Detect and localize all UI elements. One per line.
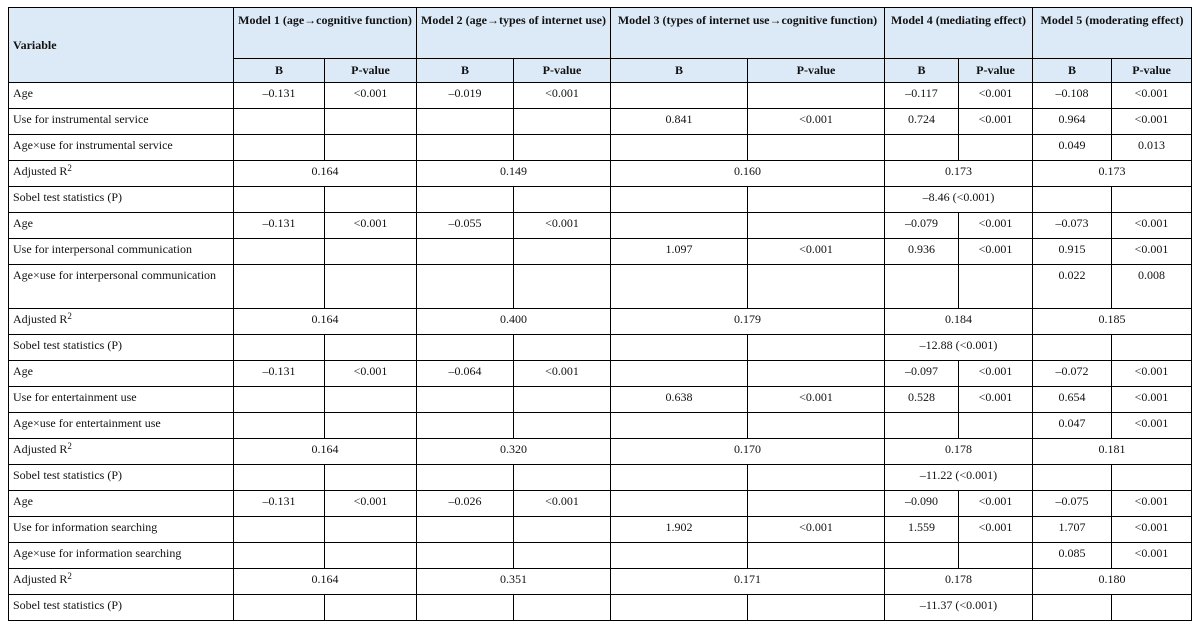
row-label (9, 161, 234, 187)
superscript-2: 2 (67, 571, 72, 581)
row-label: Sobel test statistics (P) (9, 187, 234, 213)
b-value-cell (885, 413, 959, 439)
adjusted-r2-cell: 0.149 (417, 161, 611, 187)
model-5-header: Model 5 (moderating effect) (1033, 8, 1192, 59)
p-value-cell: <0.001 (325, 83, 417, 109)
p-value-cell: <0.001 (748, 517, 885, 543)
p-value-cell (748, 213, 885, 239)
p-value-cell (748, 543, 885, 569)
p-value-cell: <0.001 (1112, 491, 1192, 517)
p-value-cell: <0.001 (959, 213, 1033, 239)
p-value-cell (325, 135, 417, 161)
b-value-cell: –0.108 (1033, 83, 1112, 109)
p-value-cell: <0.001 (1112, 239, 1192, 265)
p-value-cell: <0.001 (959, 239, 1033, 265)
b-header: B (611, 59, 748, 83)
b-value-cell (417, 239, 514, 265)
empty-cell (611, 595, 748, 621)
superscript-2: 2 (67, 441, 72, 451)
p-value-cell: <0.001 (514, 83, 611, 109)
age-row (9, 491, 1192, 517)
empty-cell (417, 595, 514, 621)
row-label: Use for instrumental service (9, 109, 234, 135)
adjusted-r2-cell: 0.179 (611, 309, 885, 335)
b-header: B (417, 59, 514, 83)
adjusted-r2-cell: 0.164 (234, 439, 417, 465)
adjusted-r2-cell: 0.184 (885, 309, 1033, 335)
adjusted-r2-cell: 0.164 (234, 161, 417, 187)
b-value-cell: 0.964 (1033, 109, 1112, 135)
empty-cell (1112, 465, 1192, 491)
p-value-cell (325, 413, 417, 439)
b-value-cell: –0.072 (1033, 361, 1112, 387)
b-value-cell (234, 413, 325, 439)
b-value-cell: 1.707 (1033, 517, 1112, 543)
p-value-cell: <0.001 (325, 361, 417, 387)
adjusted-r2-row (9, 569, 1192, 595)
p-value-cell (325, 543, 417, 569)
p-value-cell: <0.001 (959, 83, 1033, 109)
p-value-cell (325, 387, 417, 413)
b-value-cell (417, 413, 514, 439)
empty-cell (748, 465, 885, 491)
p-value-cell (959, 265, 1033, 309)
empty-cell (1033, 335, 1112, 361)
p-value-cell: <0.001 (1112, 387, 1192, 413)
empty-cell (748, 595, 885, 621)
sobel-row (9, 187, 1192, 213)
b-value-cell (611, 135, 748, 161)
interaction-row (9, 265, 1192, 309)
p-value-cell: 0.013 (1112, 135, 1192, 161)
model-4-header: Model 4 (mediating effect) (885, 8, 1033, 59)
empty-cell (1033, 595, 1112, 621)
b-value-cell: 0.528 (885, 387, 959, 413)
b-value-cell: –0.117 (885, 83, 959, 109)
empty-cell (1112, 335, 1192, 361)
b-value-cell: 1.902 (611, 517, 748, 543)
p-value-cell: <0.001 (1112, 213, 1192, 239)
adjusted-r2-cell: 0.173 (885, 161, 1033, 187)
empty-cell (234, 335, 325, 361)
p-value-header: P-value (748, 59, 885, 83)
use-row (9, 517, 1192, 543)
b-value-cell (611, 265, 748, 309)
p-value-cell: <0.001 (1112, 361, 1192, 387)
p-value-cell (748, 83, 885, 109)
b-value-cell (417, 265, 514, 309)
b-value-cell: 0.049 (1033, 135, 1112, 161)
empty-cell (514, 335, 611, 361)
p-value-cell (748, 361, 885, 387)
superscript-2: 2 (67, 311, 72, 321)
p-value-cell (325, 239, 417, 265)
p-value-cell (514, 517, 611, 543)
p-value-cell (959, 135, 1033, 161)
age-row (9, 213, 1192, 239)
p-value-cell (748, 265, 885, 309)
table-body (9, 83, 1192, 621)
sobel-row (9, 595, 1192, 621)
p-value-cell: <0.001 (514, 361, 611, 387)
empty-cell (748, 187, 885, 213)
p-value-cell: <0.001 (325, 491, 417, 517)
p-value-cell: <0.001 (1112, 83, 1192, 109)
b-value-cell: 0.654 (1033, 387, 1112, 413)
model-2-header: Model 2 (age→types of internet use) (417, 8, 611, 59)
empty-cell (417, 187, 514, 213)
interaction-row (9, 135, 1192, 161)
p-value-cell: <0.001 (1112, 543, 1192, 569)
p-value-cell: <0.001 (748, 387, 885, 413)
model-3-header: Model 3 (types of internet use→cognitive function) (611, 8, 885, 59)
b-value-cell: –0.131 (234, 491, 325, 517)
adjusted-r2-row (9, 309, 1192, 335)
p-value-cell: <0.001 (959, 361, 1033, 387)
empty-cell (234, 595, 325, 621)
row-label: Use for interpersonal communication (9, 239, 234, 265)
p-value-header: P-value (325, 59, 417, 83)
p-value-cell (959, 413, 1033, 439)
adjusted-r2-cell: 0.320 (417, 439, 611, 465)
b-value-cell: –0.131 (234, 361, 325, 387)
superscript-2: 2 (67, 163, 72, 173)
b-value-cell (417, 517, 514, 543)
regression-table (8, 7, 1192, 621)
adjusted-r2-cell: 0.185 (1033, 309, 1192, 335)
row-label (9, 309, 234, 335)
empty-cell (234, 187, 325, 213)
b-value-cell (885, 265, 959, 309)
empty-cell (325, 465, 417, 491)
p-value-cell (514, 265, 611, 309)
empty-cell (1112, 187, 1192, 213)
adjusted-r2-cell: 0.178 (885, 569, 1033, 595)
p-value-cell (514, 387, 611, 413)
b-value-cell: –0.131 (234, 213, 325, 239)
table-header (9, 8, 1192, 83)
b-value-cell: –0.090 (885, 491, 959, 517)
empty-cell (1033, 465, 1112, 491)
p-value-header: P-value (1112, 59, 1192, 83)
p-value-cell: <0.001 (514, 213, 611, 239)
interaction-row (9, 543, 1192, 569)
b-value-cell (611, 491, 748, 517)
b-value-cell (417, 109, 514, 135)
row-label: Age (9, 361, 234, 387)
sobel-cell: –8.46 (<0.001) (885, 187, 1033, 213)
p-value-cell: 0.008 (1112, 265, 1192, 309)
row-label: Age×use for information searching (9, 543, 234, 569)
adjusted-r-label: Adjusted R (13, 164, 68, 178)
b-value-cell (234, 109, 325, 135)
p-value-cell (748, 135, 885, 161)
b-value-cell: 1.559 (885, 517, 959, 543)
b-value-cell (611, 543, 748, 569)
adjusted-r2-cell: 0.160 (611, 161, 885, 187)
b-value-cell: –0.064 (417, 361, 514, 387)
row-label: Age (9, 213, 234, 239)
b-header: B (234, 59, 325, 83)
p-value-cell: <0.001 (959, 491, 1033, 517)
interaction-row (9, 413, 1192, 439)
model-1-header: Model 1 (age→cognitive function) (234, 8, 417, 59)
p-value-cell: <0.001 (748, 109, 885, 135)
b-value-cell: 0.936 (885, 239, 959, 265)
row-label: Use for entertainment use (9, 387, 234, 413)
b-value-cell: 0.047 (1033, 413, 1112, 439)
adjusted-r2-cell: 0.173 (1033, 161, 1192, 187)
adjusted-r2-cell: 0.164 (234, 309, 417, 335)
p-value-cell (748, 413, 885, 439)
row-label (9, 569, 234, 595)
sobel-row (9, 465, 1192, 491)
b-value-cell (885, 543, 959, 569)
sobel-cell: –11.37 (<0.001) (885, 595, 1033, 621)
b-value-cell: 0.022 (1033, 265, 1112, 309)
p-value-cell: <0.001 (1112, 109, 1192, 135)
p-value-header: P-value (959, 59, 1033, 83)
row-label: Sobel test statistics (P) (9, 595, 234, 621)
adjusted-r-label: Adjusted R (13, 312, 68, 326)
p-value-header: P-value (514, 59, 611, 83)
b-value-cell: –0.075 (1033, 491, 1112, 517)
empty-cell (417, 335, 514, 361)
use-row (9, 239, 1192, 265)
b-value-cell: 0.085 (1033, 543, 1112, 569)
p-value-cell: <0.001 (1112, 413, 1192, 439)
p-value-cell (325, 109, 417, 135)
adjusted-r2-cell: 0.181 (1033, 439, 1192, 465)
p-value-cell (514, 413, 611, 439)
p-value-cell (325, 517, 417, 543)
b-value-cell: 0.638 (611, 387, 748, 413)
p-value-cell: <0.001 (1112, 517, 1192, 543)
empty-cell (611, 465, 748, 491)
b-value-cell: –0.026 (417, 491, 514, 517)
age-row (9, 361, 1192, 387)
empty-cell (514, 465, 611, 491)
p-value-cell (514, 239, 611, 265)
row-label: Age×use for instrumental service (9, 135, 234, 161)
b-value-cell: –0.079 (885, 213, 959, 239)
row-label: Sobel test statistics (P) (9, 465, 234, 491)
sobel-cell: –11.22 (<0.001) (885, 465, 1033, 491)
use-row (9, 387, 1192, 413)
row-label: Sobel test statistics (P) (9, 335, 234, 361)
adjusted-r2-row (9, 161, 1192, 187)
b-value-cell: 0.841 (611, 109, 748, 135)
b-value-cell (234, 517, 325, 543)
variable-header: Variable (9, 8, 234, 83)
adjusted-r2-cell: 0.178 (885, 439, 1033, 465)
empty-cell (325, 595, 417, 621)
empty-cell (1112, 595, 1192, 621)
b-value-cell (885, 135, 959, 161)
b-value-cell (234, 135, 325, 161)
adjusted-r2-cell: 0.180 (1033, 569, 1192, 595)
row-label: Age (9, 83, 234, 109)
age-row (9, 83, 1192, 109)
b-value-cell (234, 387, 325, 413)
row-label (9, 439, 234, 465)
row-label: Age×use for entertainment use (9, 413, 234, 439)
b-value-cell (611, 213, 748, 239)
empty-cell (417, 465, 514, 491)
sobel-cell: –12.88 (<0.001) (885, 335, 1033, 361)
row-label: Age×use for interpersonal communication (9, 265, 234, 309)
b-value-cell (234, 265, 325, 309)
b-value-cell (234, 543, 325, 569)
adjusted-r2-cell: 0.170 (611, 439, 885, 465)
adjusted-r2-row (9, 439, 1192, 465)
empty-cell (748, 335, 885, 361)
b-value-cell (611, 413, 748, 439)
b-value-cell (417, 387, 514, 413)
b-value-cell (234, 239, 325, 265)
b-value-cell: –0.131 (234, 83, 325, 109)
b-header: B (885, 59, 959, 83)
empty-cell (1033, 187, 1112, 213)
b-value-cell (611, 361, 748, 387)
p-value-cell (514, 135, 611, 161)
p-value-cell (514, 543, 611, 569)
empty-cell (325, 187, 417, 213)
adjusted-r-label: Adjusted R (13, 572, 68, 586)
adjusted-r2-cell: 0.351 (417, 569, 611, 595)
p-value-cell (325, 265, 417, 309)
adjusted-r2-cell: 0.164 (234, 569, 417, 595)
p-value-cell: <0.001 (514, 491, 611, 517)
p-value-cell: <0.001 (748, 239, 885, 265)
empty-cell (234, 465, 325, 491)
adjusted-r2-cell: 0.171 (611, 569, 885, 595)
p-value-cell: <0.001 (959, 387, 1033, 413)
b-value-cell: 1.097 (611, 239, 748, 265)
b-value-cell (611, 83, 748, 109)
p-value-cell: <0.001 (325, 213, 417, 239)
p-value-cell (748, 491, 885, 517)
row-label: Age (9, 491, 234, 517)
b-value-cell: –0.055 (417, 213, 514, 239)
p-value-cell: <0.001 (959, 109, 1033, 135)
p-value-cell: <0.001 (959, 517, 1033, 543)
row-label: Use for information searching (9, 517, 234, 543)
empty-cell (611, 335, 748, 361)
p-value-cell (959, 543, 1033, 569)
adjusted-r2-cell: 0.400 (417, 309, 611, 335)
sobel-row (9, 335, 1192, 361)
empty-cell (514, 595, 611, 621)
empty-cell (325, 335, 417, 361)
b-value-cell: –0.019 (417, 83, 514, 109)
b-header: B (1033, 59, 1112, 83)
b-value-cell: –0.097 (885, 361, 959, 387)
p-value-cell (514, 109, 611, 135)
empty-cell (514, 187, 611, 213)
b-value-cell: 0.724 (885, 109, 959, 135)
b-value-cell: –0.073 (1033, 213, 1112, 239)
b-value-cell: 0.915 (1033, 239, 1112, 265)
adjusted-r-label: Adjusted R (13, 442, 68, 456)
b-value-cell (417, 135, 514, 161)
b-value-cell (417, 543, 514, 569)
use-row (9, 109, 1192, 135)
empty-cell (611, 187, 748, 213)
